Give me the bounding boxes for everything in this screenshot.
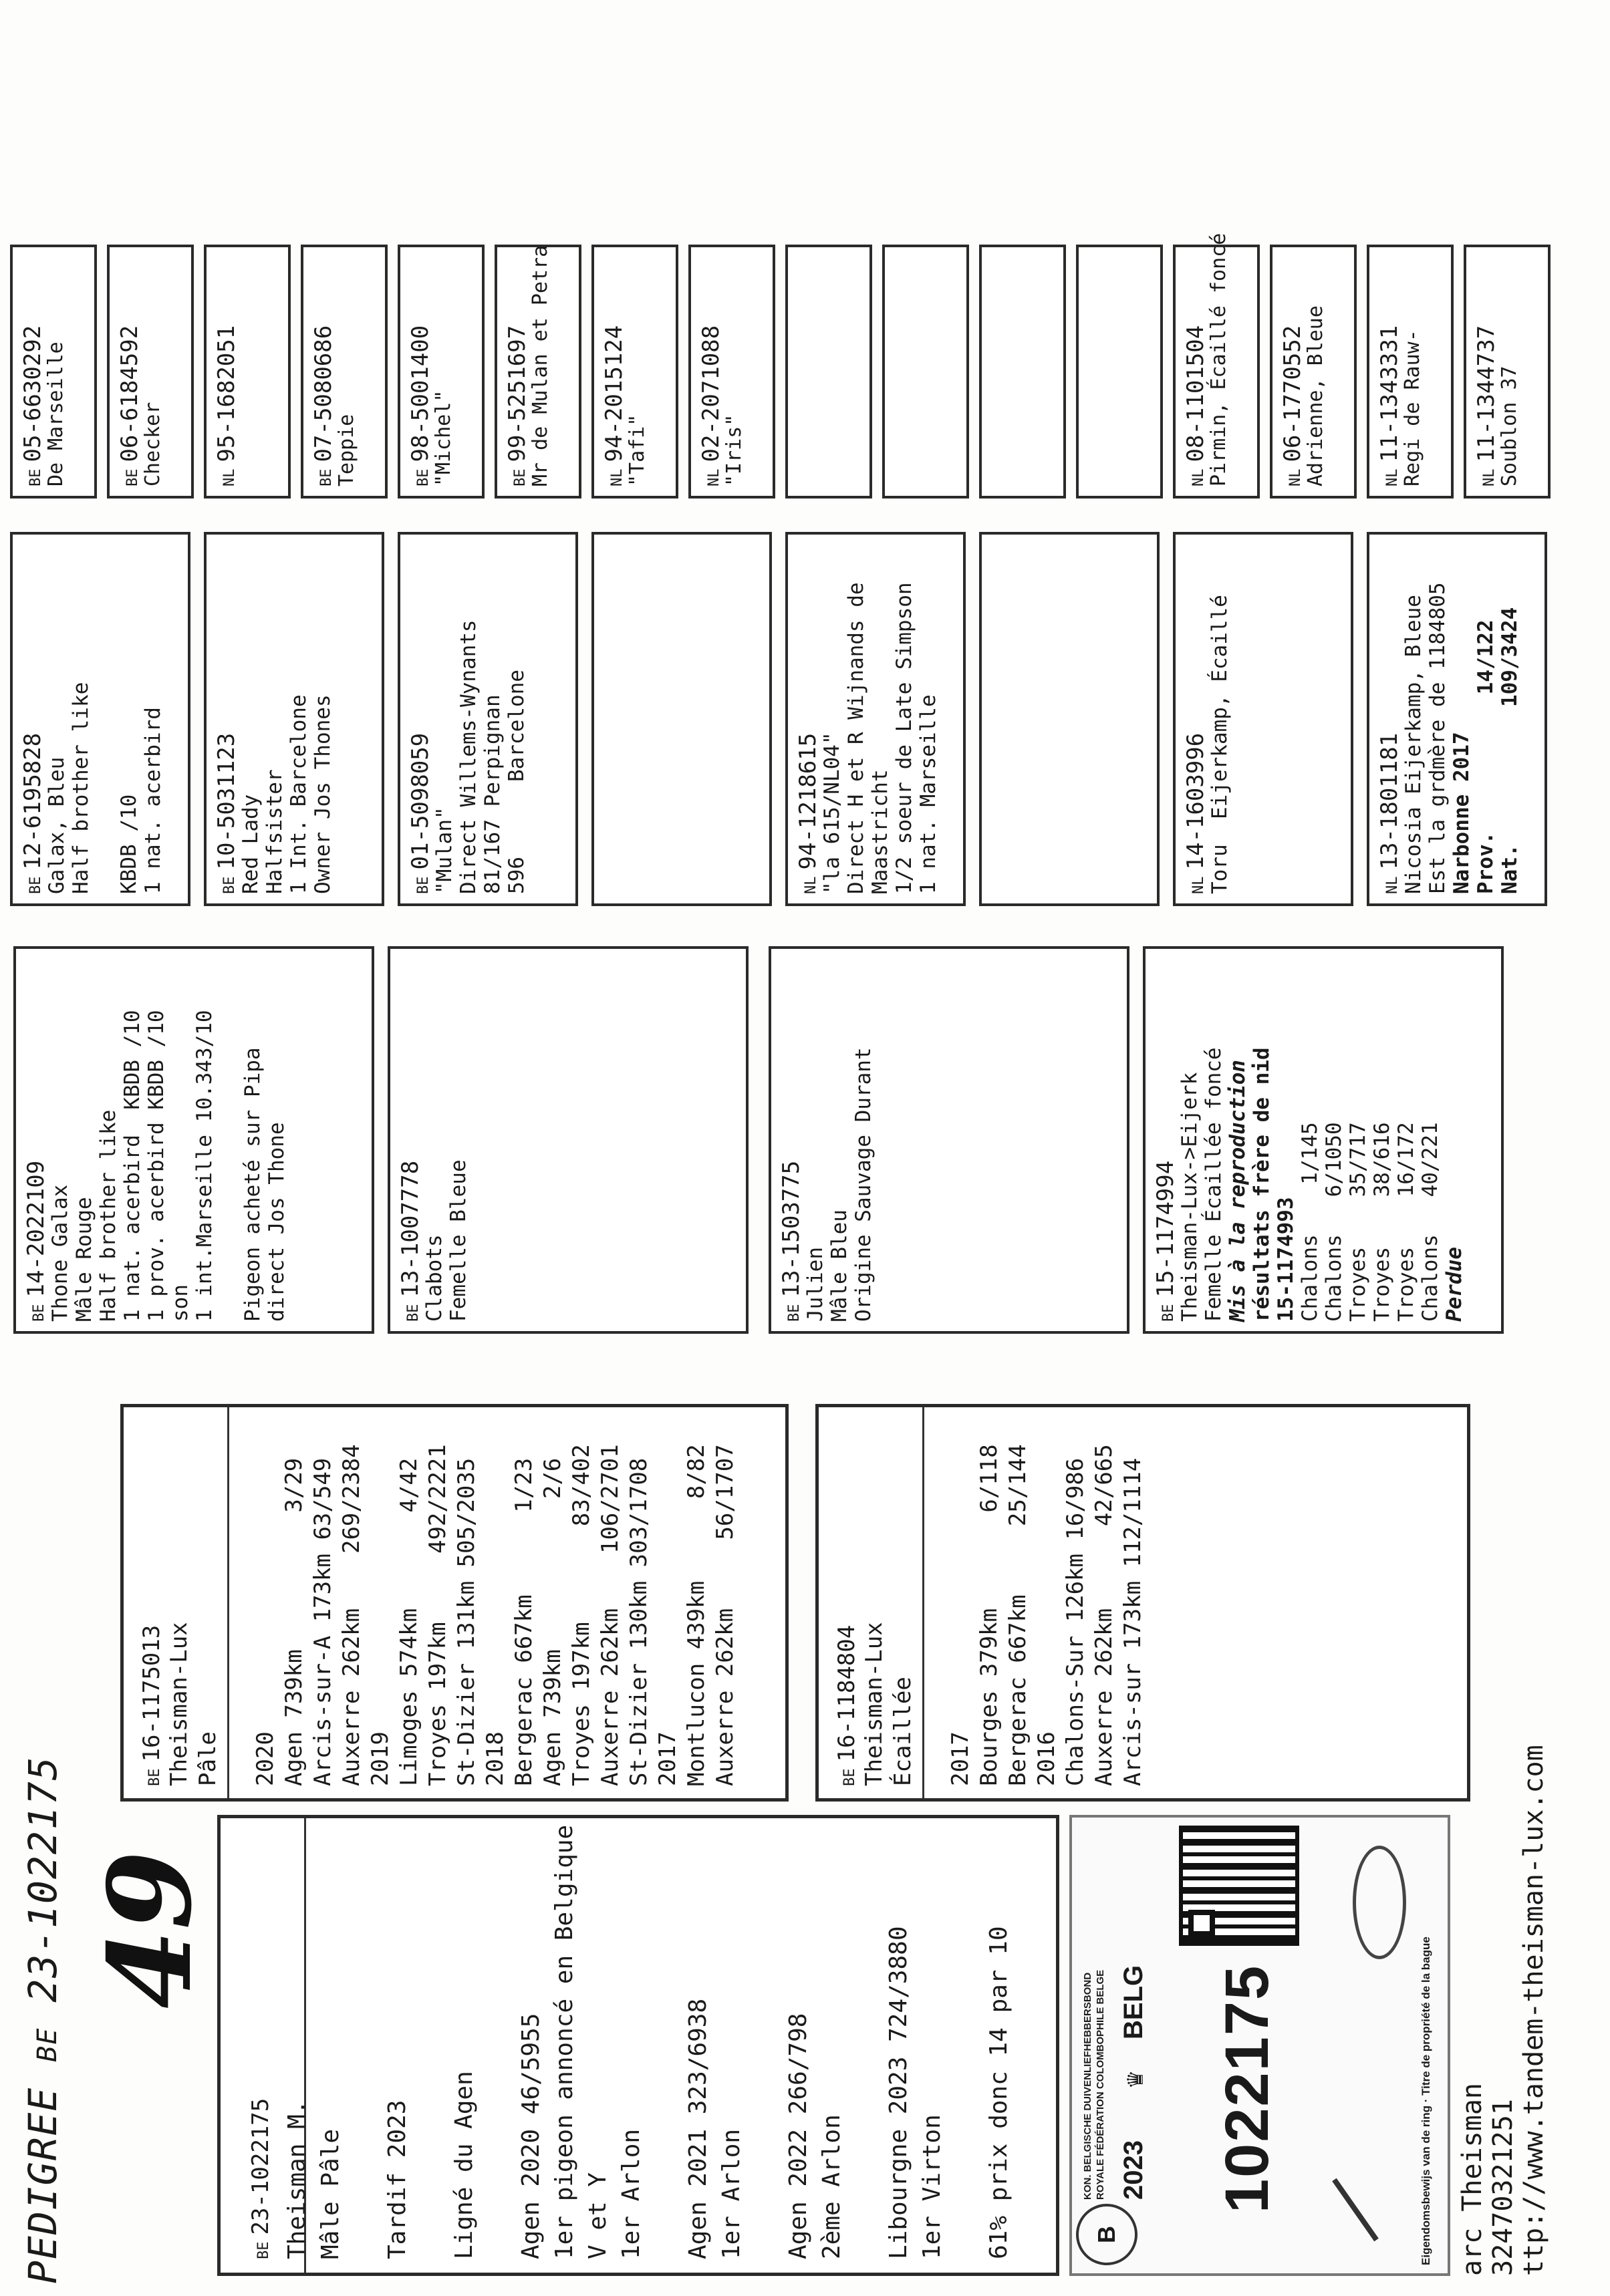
gggparent-box-6-details [529, 245, 552, 486]
detail-line: 2ème Arlon [818, 2114, 845, 2259]
grandparent-box-4-details [1178, 1047, 1466, 1322]
detail-line: Troyes 38/616 [1370, 1122, 1394, 1322]
gggparent-box-8 [688, 245, 775, 498]
gggparent-box-1-details [45, 341, 68, 486]
detail-line: Soublon 37 [1498, 366, 1521, 486]
owner-name: arc Theisman [1457, 2083, 1488, 2276]
detail-line: Auxerre 262km 42/665 [1091, 1444, 1117, 1786]
detail-line: Auxerre 262km 106/2701 [597, 1444, 624, 1786]
detail-line: Halfsister [263, 769, 287, 894]
detail-line [93, 682, 117, 894]
detail-line: 2020 [252, 1731, 279, 1786]
detail-line: Origine Sauvage Durant [851, 1047, 876, 1322]
detail-line: Bourges 379km 6/118 [976, 1444, 1002, 1786]
gggparent-box-9 [785, 245, 872, 498]
owner-info [1457, 1745, 1549, 2276]
ggparent-box-2-ring: BE10-5031123 [213, 732, 240, 894]
detail-line: St-Dizier 131km 505/2035 [453, 1457, 480, 1786]
grandparent-box-4-ring: BE15-1174994 [1152, 1160, 1179, 1322]
detail-line: Agen 2022 266/798 [785, 2013, 812, 2259]
detail-line: Theisman-Lux->Eijerk [1178, 1072, 1202, 1322]
gggparent-box-7 [591, 245, 678, 498]
detail-line: 2019 [367, 1731, 394, 1786]
pen-mark-icon [1332, 2178, 1379, 2242]
gggparent-box-13-ring: NL08-1101504 [1182, 325, 1209, 486]
gggparent-box-12 [1076, 245, 1163, 498]
detail-line [348, 1825, 381, 2259]
detail-line: Chalons 6/1050 [1322, 1122, 1346, 1322]
gggparent-box-14-details [1305, 305, 1327, 486]
detail-line: 1 int.Marseille 10.343/10 [192, 1010, 217, 1322]
ggparent-box-7-details [1208, 595, 1232, 894]
father-ring: BE16-1175013 [138, 1624, 165, 1786]
gggparent-box-6-ring: BE99-5251697 [504, 325, 531, 486]
gggparent-box-2 [107, 245, 194, 498]
page-title: PEDIGREE BE 23-1022175 [20, 1755, 65, 2284]
detail-line: 1 nat. acerbird [141, 707, 165, 894]
gggparent-box-15 [1367, 245, 1454, 498]
detail-line: 1er pigeon annoncé en Belgique [551, 1824, 578, 2259]
detail-line: Adrienne, Bleue [1304, 305, 1327, 486]
father-box [120, 1404, 789, 1802]
detail-line: Mâle Rouge [72, 1197, 96, 1322]
ggparent-box-8-details [1401, 582, 1522, 894]
mother-box [815, 1404, 1470, 1802]
detail-line: Prov. 14/122 [1474, 619, 1498, 894]
card-year: 2023 [1119, 2140, 1148, 2200]
father-details [165, 1444, 740, 1786]
ggparent-box-1-details [45, 682, 165, 894]
detail-line [949, 1825, 982, 2259]
ggparent-box-7-ring: NL14-1603996 [1182, 732, 1209, 894]
detail-line: Checker [141, 402, 164, 486]
kbdb-logo-icon: B [1076, 2204, 1137, 2265]
detail-line: Mis à la reproduction [1226, 1060, 1250, 1322]
gggparent-box-7-ring: NL94-2015124 [601, 325, 628, 486]
gggparent-box-16-details [1498, 366, 1521, 486]
ggparent-box-5-details [820, 582, 940, 894]
detail-line: Femelle Bleue [446, 1159, 471, 1322]
detail-line: Agen 739km 2/6 [539, 1457, 566, 1786]
detail-line: Theisman M. [283, 2100, 311, 2259]
gggparent-box-4-details [336, 414, 358, 486]
detail-line: Troyes 197km 83/402 [568, 1444, 595, 1786]
detail-line: 1 nat. acerbird KBDB /10 [120, 1010, 144, 1322]
detail-line: résultats frère de nid [1250, 1047, 1274, 1322]
ggparent-box-2 [204, 532, 384, 906]
detail-line: Owner Jos Thones [311, 694, 335, 894]
detail-line [918, 1444, 946, 1786]
grandparent-box-2-details [422, 1159, 471, 1322]
ggparent-box-3-ring: BE01-5098059 [407, 732, 434, 894]
detail-line [849, 1825, 882, 2259]
grandparent-box-1-details [48, 1010, 289, 1322]
ring-ownership-card [1069, 1815, 1450, 2276]
detail-line: Auxerre 262km 269/2384 [338, 1444, 365, 1786]
gggparent-box-5-details [432, 390, 455, 487]
owner-phone: 32470321251 [1488, 2099, 1518, 2276]
detail-line: "Tafi" [626, 414, 649, 486]
detail-line: Mâle Pâle [317, 2128, 344, 2259]
mother-ring: BE16-1184804 [833, 1624, 860, 1786]
grandparent-box-1-ring: BE14-2022109 [23, 1160, 49, 1322]
detail-line: Chalons 40/221 [1418, 1122, 1442, 1322]
gggparent-box-6 [495, 245, 581, 498]
gggparent-box-4-ring: BE07-5080686 [310, 325, 337, 486]
subject-box [217, 1815, 1059, 2276]
gggparent-box-16-ring: NL11-1344737 [1473, 325, 1500, 486]
detail-line: Teppie [335, 414, 358, 486]
detail-line: Agen 2021 323/6938 [684, 1998, 712, 2259]
gggparent-box-5 [398, 245, 485, 498]
detail-line: direct Jos Thone [265, 1122, 289, 1322]
detail-line: Bergerac 667km 25/144 [1004, 1444, 1031, 1786]
ggparent-box-2-details [239, 694, 335, 894]
detail-line: 61% prix donc 14 par 10 [985, 1926, 1013, 2259]
ggparent-box-5 [785, 532, 966, 906]
detail-line: Nat. 109/3424 [1498, 607, 1522, 894]
detail-line: St-Dizier 130km 303/1708 [626, 1457, 652, 1786]
grandparent-box-1 [13, 946, 374, 1334]
detail-line: Narbonne 2017 [1450, 732, 1474, 894]
detail-line: De Marseille [44, 341, 68, 486]
gggparent-box-14-ring: NL06-1770552 [1279, 325, 1306, 486]
ggparent-box-1-ring: BE12-6195828 [19, 732, 46, 894]
card-country: BELG [1119, 1965, 1148, 2039]
gggparent-box-1-ring: BE05-6630292 [19, 325, 46, 486]
detail-line: Ligné du Agen [450, 2071, 478, 2259]
coin-stamp-icon [1353, 1846, 1406, 1959]
detail-line: Est la grdmère de 1184805 [1426, 582, 1450, 894]
detail-line [481, 1825, 515, 2259]
detail-line: 1er Virton [918, 2114, 946, 2259]
detail-line: Regi de Rauw- [1401, 329, 1424, 486]
detail-line: Mâle Bleu [827, 1209, 851, 1322]
detail-line: 2018 [482, 1731, 509, 1786]
crown-emblem-icon: ♛ [1119, 2071, 1150, 2088]
detail-line [217, 1010, 241, 1322]
ggparent-box-8 [1367, 532, 1547, 906]
detail-line: 1 Int. Barcelone [287, 694, 311, 894]
detail-line: 81/167 Perpignan [481, 694, 505, 894]
gggparent-box-4 [301, 245, 388, 498]
gggparent-box-16 [1464, 245, 1551, 498]
detail-line: Pigeon acheté sur Pipa [241, 1047, 265, 1322]
gggparent-box-13-details [1208, 233, 1230, 486]
detail-line: Troyes 16/172 [1394, 1122, 1418, 1322]
detail-line [414, 1825, 448, 2259]
detail-line: Pirmin, Écaillé foncé [1207, 233, 1230, 486]
ggparent-box-1 [10, 532, 190, 906]
detail-line: Toru Eijerkamp, Écaillé [1208, 595, 1232, 894]
gggparent-box-8-ring: NL02-2071088 [698, 325, 724, 486]
detail-line: Galax, Bleu [45, 756, 69, 894]
gggparent-box-14 [1270, 245, 1357, 498]
detail-line: 1er Arlon [618, 2128, 645, 2259]
detail-line: 1er Arlon [718, 2128, 745, 2259]
detail-line: 15-1174993 [1274, 1197, 1298, 1322]
detail-line: Agen 2020 46/5955 [517, 2013, 545, 2259]
mother-details [860, 1444, 1148, 1786]
detail-line: Chalons 1/145 [1298, 1122, 1322, 1322]
gggparent-box-11 [979, 245, 1066, 498]
detail-line: Nicosia Eijerkamp, Bleue [1401, 595, 1426, 894]
detail-line: Tardif 2023 [384, 2100, 411, 2259]
gggparent-box-1 [10, 245, 97, 498]
detail-line: Limoges 574km 4/42 [396, 1457, 422, 1786]
detail-line: 2017 [947, 1731, 974, 1786]
subject-ring: BE23-1022175 [247, 2098, 274, 2259]
grandparent-box-3-ring: BE13-1503775 [778, 1160, 805, 1322]
detail-line: KBDB /10 [117, 794, 141, 894]
detail-line: "la 615/NL04" [820, 732, 844, 894]
detail-line [648, 1825, 682, 2259]
detail-line: Direct Willems-Wynants [456, 619, 481, 894]
card-footer: Eigendomsbewijs van de ring · Titre de propriété de la bague [1420, 1936, 1432, 2265]
gggparent-box-10 [882, 245, 969, 498]
detail-line: Theisman-Lux [166, 1622, 192, 1786]
detail-line: Montlucon 439km 8/82 [683, 1444, 710, 1786]
detail-line: Half brother like [96, 1109, 120, 1322]
grandparent-box-4 [1143, 946, 1504, 1334]
gggparent-box-2-ring: BE06-6184592 [116, 325, 143, 486]
detail-line: Auxerre 262km 56/1707 [712, 1444, 739, 1786]
detail-line [223, 1444, 251, 1786]
subject-details [281, 1825, 1016, 2259]
detail-line: 596 Barcelone [505, 670, 529, 894]
ggparent-box-3 [398, 532, 578, 906]
gggparent-box-3-ring: NL95-1682051 [213, 325, 240, 486]
detail-line: Direct H et R Wijnands de [844, 582, 868, 894]
detail-line: Half brother like [69, 682, 93, 894]
detail-line: V et Y [584, 2172, 612, 2259]
qr-code-icon [1179, 1826, 1299, 1946]
detail-line: Clabots [422, 1234, 446, 1322]
detail-line: son [168, 1284, 192, 1322]
grandparent-box-2-ring: BE13-1007778 [397, 1160, 424, 1322]
detail-line: "Michel" [432, 390, 455, 486]
detail-line: 1 nat. Marseille [916, 694, 940, 894]
detail-line: Écaillée [890, 1677, 916, 1786]
card-ring-number: 1022175 [1213, 1964, 1281, 2213]
detail-line: Bergerac 667km 1/23 [511, 1457, 537, 1786]
ggparent-box-5-ring: NL94-1218615 [795, 732, 821, 894]
grandparent-box-3 [769, 946, 1129, 1334]
ggparent-box-6 [979, 532, 1160, 906]
detail-line: Troyes 35/717 [1346, 1122, 1370, 1322]
detail-line: Troyes 197km 492/2221 [424, 1444, 451, 1786]
detail-line: "Iris" [722, 414, 746, 486]
detail-line: Thone Galax [48, 1184, 72, 1322]
detail-line: 1/2 soeur de Late Simpson [892, 582, 916, 894]
detail-line: 2016 [1033, 1731, 1060, 1786]
detail-line: Arcis-sur 173km 112/1114 [1119, 1457, 1146, 1786]
detail-line: Agen 739km 3/29 [281, 1457, 307, 1786]
gggparent-box-8-details [723, 414, 746, 486]
grandparent-box-3-details [803, 1047, 876, 1322]
detail-line: Maastricht [868, 769, 892, 894]
owner-website: ttp://www.tandem-theisman-lux.com [1518, 1745, 1549, 2276]
detail-line: Pâle [194, 1731, 221, 1786]
gggparent-box-13 [1173, 233, 1260, 498]
ggparent-box-8-ring: NL13-1801181 [1376, 732, 1403, 894]
ggparent-box-4 [591, 532, 772, 906]
gggparent-box-15-details [1401, 329, 1424, 486]
gggparent-box-3 [204, 245, 291, 498]
detail-line [749, 1825, 782, 2259]
detail-line: Femelle Écaillée foncé [1202, 1047, 1226, 1322]
grandparent-box-2 [388, 946, 749, 1334]
gggparent-box-15-ring: NL11-1343331 [1376, 325, 1403, 486]
detail-line: 2017 [654, 1731, 681, 1786]
detail-line: Red Lady [239, 794, 263, 894]
detail-line: Theisman-Lux [861, 1622, 888, 1786]
detail-line: Arcis-sur-A 173km 63/549 [309, 1457, 336, 1786]
detail-line: "Mulan" [432, 807, 456, 894]
detail-line: Mr de Mulan et Petra [529, 245, 552, 486]
detail-line: Julien [803, 1247, 827, 1322]
card-organisation: KON. BELGISCHE DUIVENLIEFHEBBERSBOND ROYALE FÉDÉRATION COLOMBOPHILE BELGE [1082, 1969, 1106, 2200]
ggparent-box-3-details [432, 619, 529, 894]
detail-line: Libourgne 2023 724/3880 [885, 1926, 912, 2259]
handwritten-number: 49 [84, 1850, 217, 2009]
gggparent-box-7-details [626, 414, 649, 486]
detail-line: 1 prov. acerbird KBDB /10 [144, 1010, 168, 1322]
gggparent-box-2-details [142, 402, 164, 486]
detail-line: Chalons-Sur 126km 16/986 [1062, 1457, 1089, 1786]
detail-line: Perdue [1442, 1247, 1466, 1322]
ggparent-box-7 [1173, 532, 1353, 906]
gggparent-box-5-ring: BE98-5001400 [407, 325, 434, 486]
